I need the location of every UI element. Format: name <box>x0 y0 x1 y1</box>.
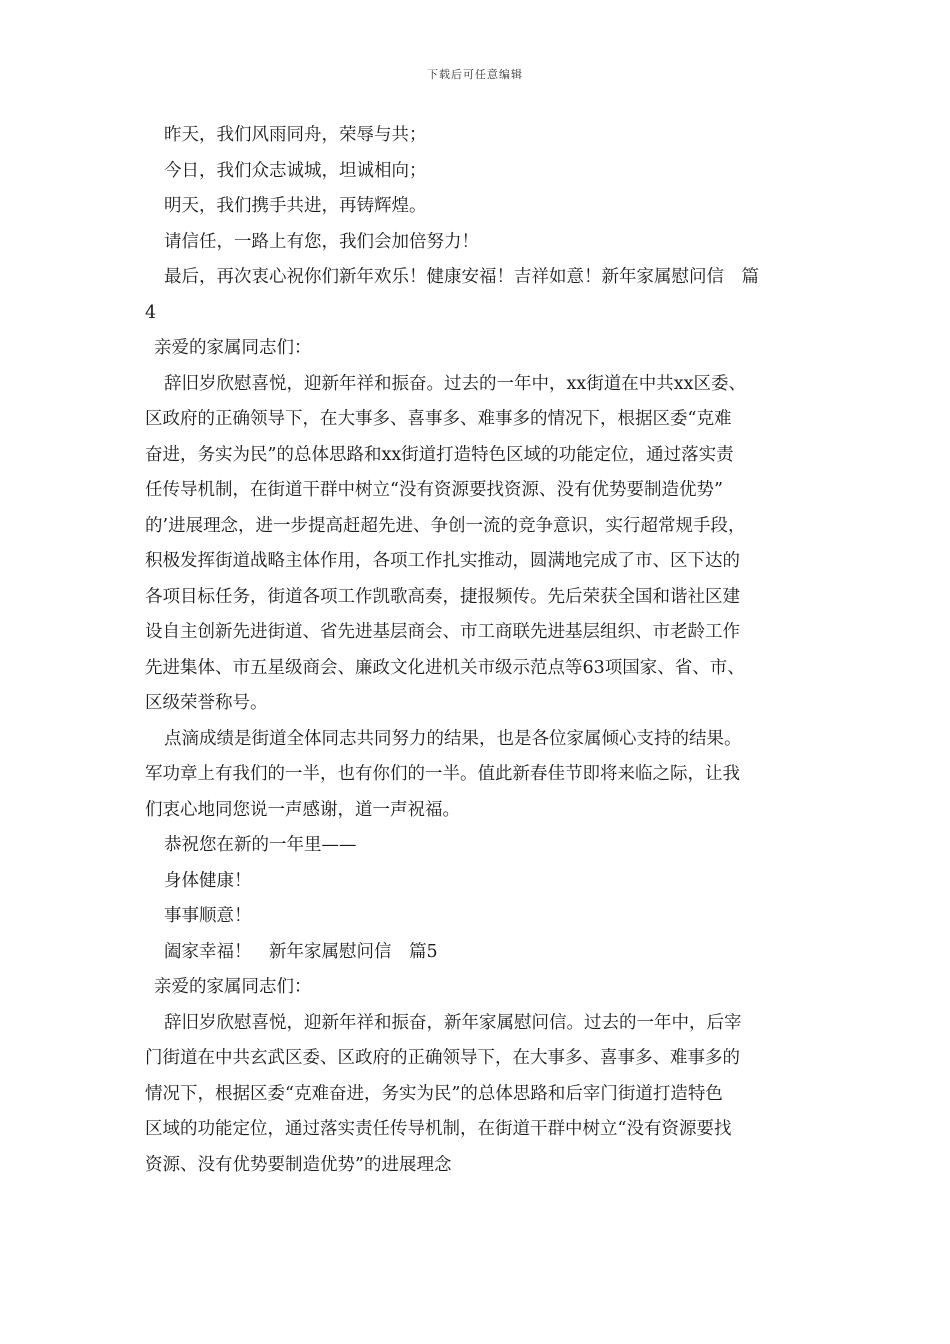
text-line: 设自主创新先进街道、省先进基层商会、市工商联先进基层组织、市老龄工作 <box>145 622 740 642</box>
text-line: 们衷心地同您说一声感谢，道一声祝福。 <box>145 799 460 820</box>
text-line: 恭祝您在新的一年里—— <box>164 835 357 855</box>
text-line: 资源、没有优势要制造优势”的进展理念 <box>145 1154 452 1175</box>
text-line: 先进集体、市五星级商会、廉政文化进机关市级示范点等63项国家、省、市、 <box>145 657 745 678</box>
text-line: 今日，我们众志诚城，坦诚相向； <box>164 160 427 181</box>
text-line: 请信任，一路上有您，我们会加倍努力！ <box>164 231 479 252</box>
text-line: 辞旧岁欣慰喜悦，迎新年祥和振奋。过去的一年中，xx街道在中共xx区委、 <box>164 373 746 394</box>
document-body <box>145 118 810 1183</box>
text-line: 昨天，我们风雨同舟，荣辱与共； <box>164 125 427 145</box>
text-line: 各项目标任务，街道各项工作凯歌高奏，捷报频传。先后荣获全国和谐社区建 <box>145 586 740 607</box>
text-line: 4 <box>145 302 157 323</box>
text-line: 身体健康！ <box>164 870 252 891</box>
page-header: 下载后可任意编辑 <box>427 68 523 81</box>
text-line: 区政府的正确领导下，在大事多、喜事多、难事多的情况下，根据区委“克难 <box>145 409 732 429</box>
text-line: 点滴成绩是街道全体同志共同努力的结果，也是各位家属倾心支持的结果。 <box>164 728 742 749</box>
text-line: 辞旧岁欣慰喜悦，迎新年祥和振奋，新年家属慰问信。过去的一年中，后宰 <box>164 1012 742 1033</box>
text-line: 奋进，务实为民”的总体思路和xx街道打造特色区域的功能定位，通过落实责 <box>145 444 734 465</box>
text-line: 任传导机制，在街道干群中树立“没有资源要找资源、没有优势要制造优势” <box>145 480 723 500</box>
text-line: 区域的功能定位，通过落实责任传导机制，在街道干群中树立“没有资源要找 <box>145 1119 732 1139</box>
text-line: 的’进展理念，进一步提高赶超先进、争创一流的竞争意识，实行超常规手段， <box>145 515 746 536</box>
text-line: 门街道在中共玄武区委、区政府的正确领导下，在大事多、喜事多、难事多的 <box>145 1048 740 1068</box>
text-line: 事事顺意！ <box>164 906 252 926</box>
text-line: 阖家幸福！ 新年家属慰问信 篇5 <box>164 941 438 962</box>
salutation: 亲爱的家属同志们： <box>154 338 312 358</box>
text-line: 区级荣誉称号。 <box>145 693 268 713</box>
text-line: 最后，再次衷心祝你们新年欢乐！健康安福！吉祥如意！新年家属慰问信 篇 <box>164 267 759 287</box>
text-line: 军功章上有我们的一半，也有你们的一半。值此新春佳节即将来临之际，让我 <box>145 764 740 784</box>
text-line: 情况下，根据区委“克难奋进，务实为民”的总体思路和后宰门街道打造特色 <box>145 1083 723 1104</box>
text-line: 积极发挥街道战略主体作用，各项工作扎实推动，圆满地完成了市、区下达的 <box>145 551 740 571</box>
salutation: 亲爱的家属同志们： <box>154 977 312 997</box>
text-line: 明天，我们携手共进，再铸辉煌。 <box>164 196 427 216</box>
